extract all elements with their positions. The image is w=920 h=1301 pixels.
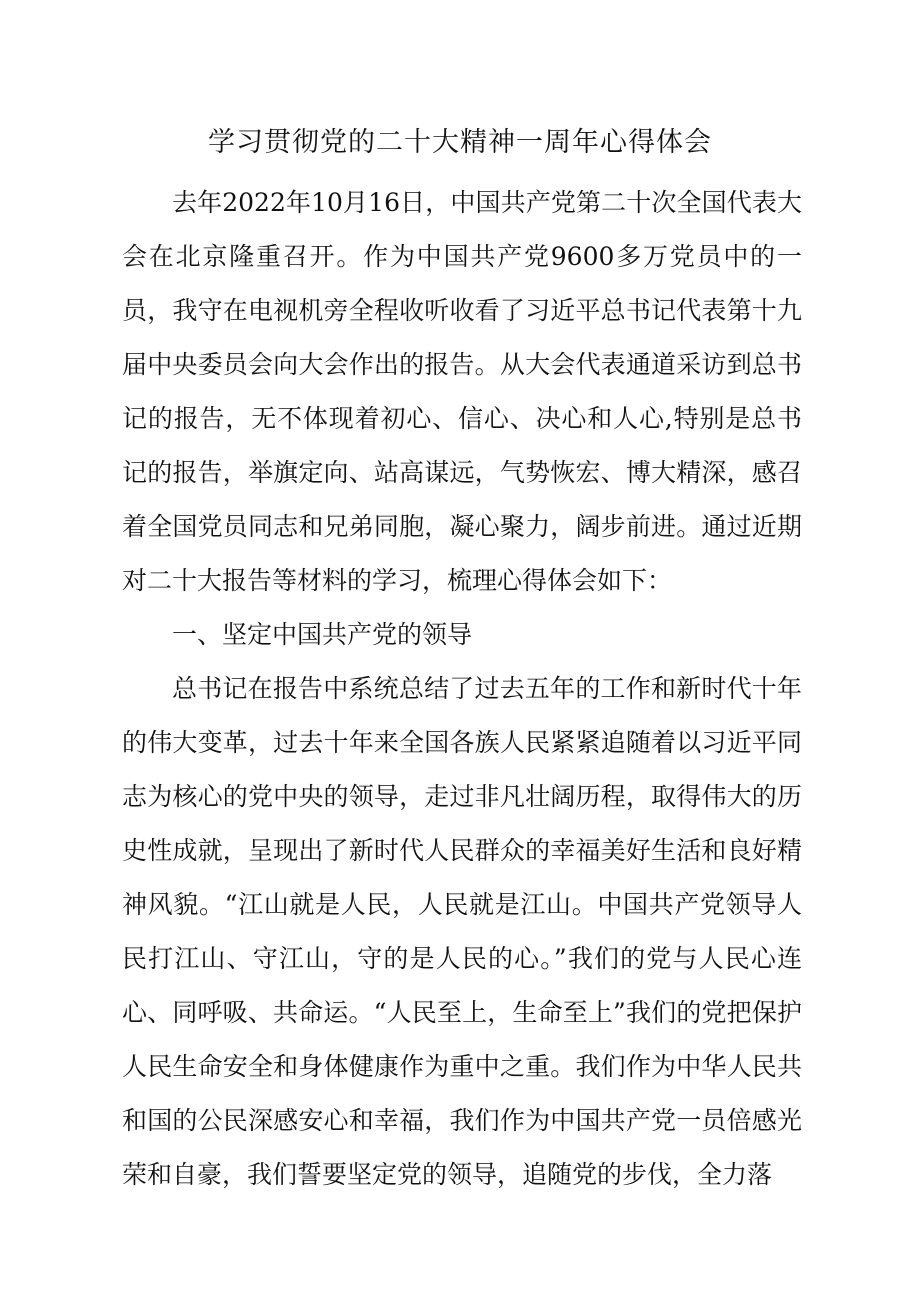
paragraph-section-1: 总书记在报告中系统总结了过去五年的工作和新时代十年的伟大变革，过去十年来全国各族人民紧紧追随着以习近平同志为核心的党中央的领导，走过非凡壮阔历程，取得伟大的历史性成就，呈现出了新时代人民群众的幸福美好生活和良好精神风貌。“江山就是人民，人民就是江山。中国共产党领导人民打江山、守江山，守的是人民的心。”我们的党与人民心连心、同呼吸、共命运。“人民至上，生命至上”我们的党把保护人民生命安全和身体健康作为重中之重。我们作为中华人民共和国的公民深感安心和幸福，我们作为中国共产党一员倍感光荣和自豪，我们誓要坚定党的领导，追随党的步伐，全力落 — [122, 674, 802, 1189]
document-body — [122, 176, 802, 1202]
section-heading-1: 一、坚定中国共产党的领导 — [172, 620, 473, 649]
paragraph-intro: 去年2022年10月16日，中国共产党第二十次全国代表大会在北京隆重召开。作为中国共产党9600多万党员中的一员，我守在电视机旁全程收听收看了习近平总书记代表第十九届中央委员会向大会作出的报告。从大会代表通道采访到总书记的报告，无不体现着初心、信心、决心和人心,特别是总书记的报告，举旗定向、站高谋远，气势恢宏、博大精深，感召着全国党员同志和兄弟同胞，凝心聚力，阔步前进。通过近期对二十大报告等材料的学习，梳理心得体会如下： — [122, 188, 802, 595]
document-title: 学习贯彻党的二十大精神一周年心得体会 — [208, 127, 712, 158]
